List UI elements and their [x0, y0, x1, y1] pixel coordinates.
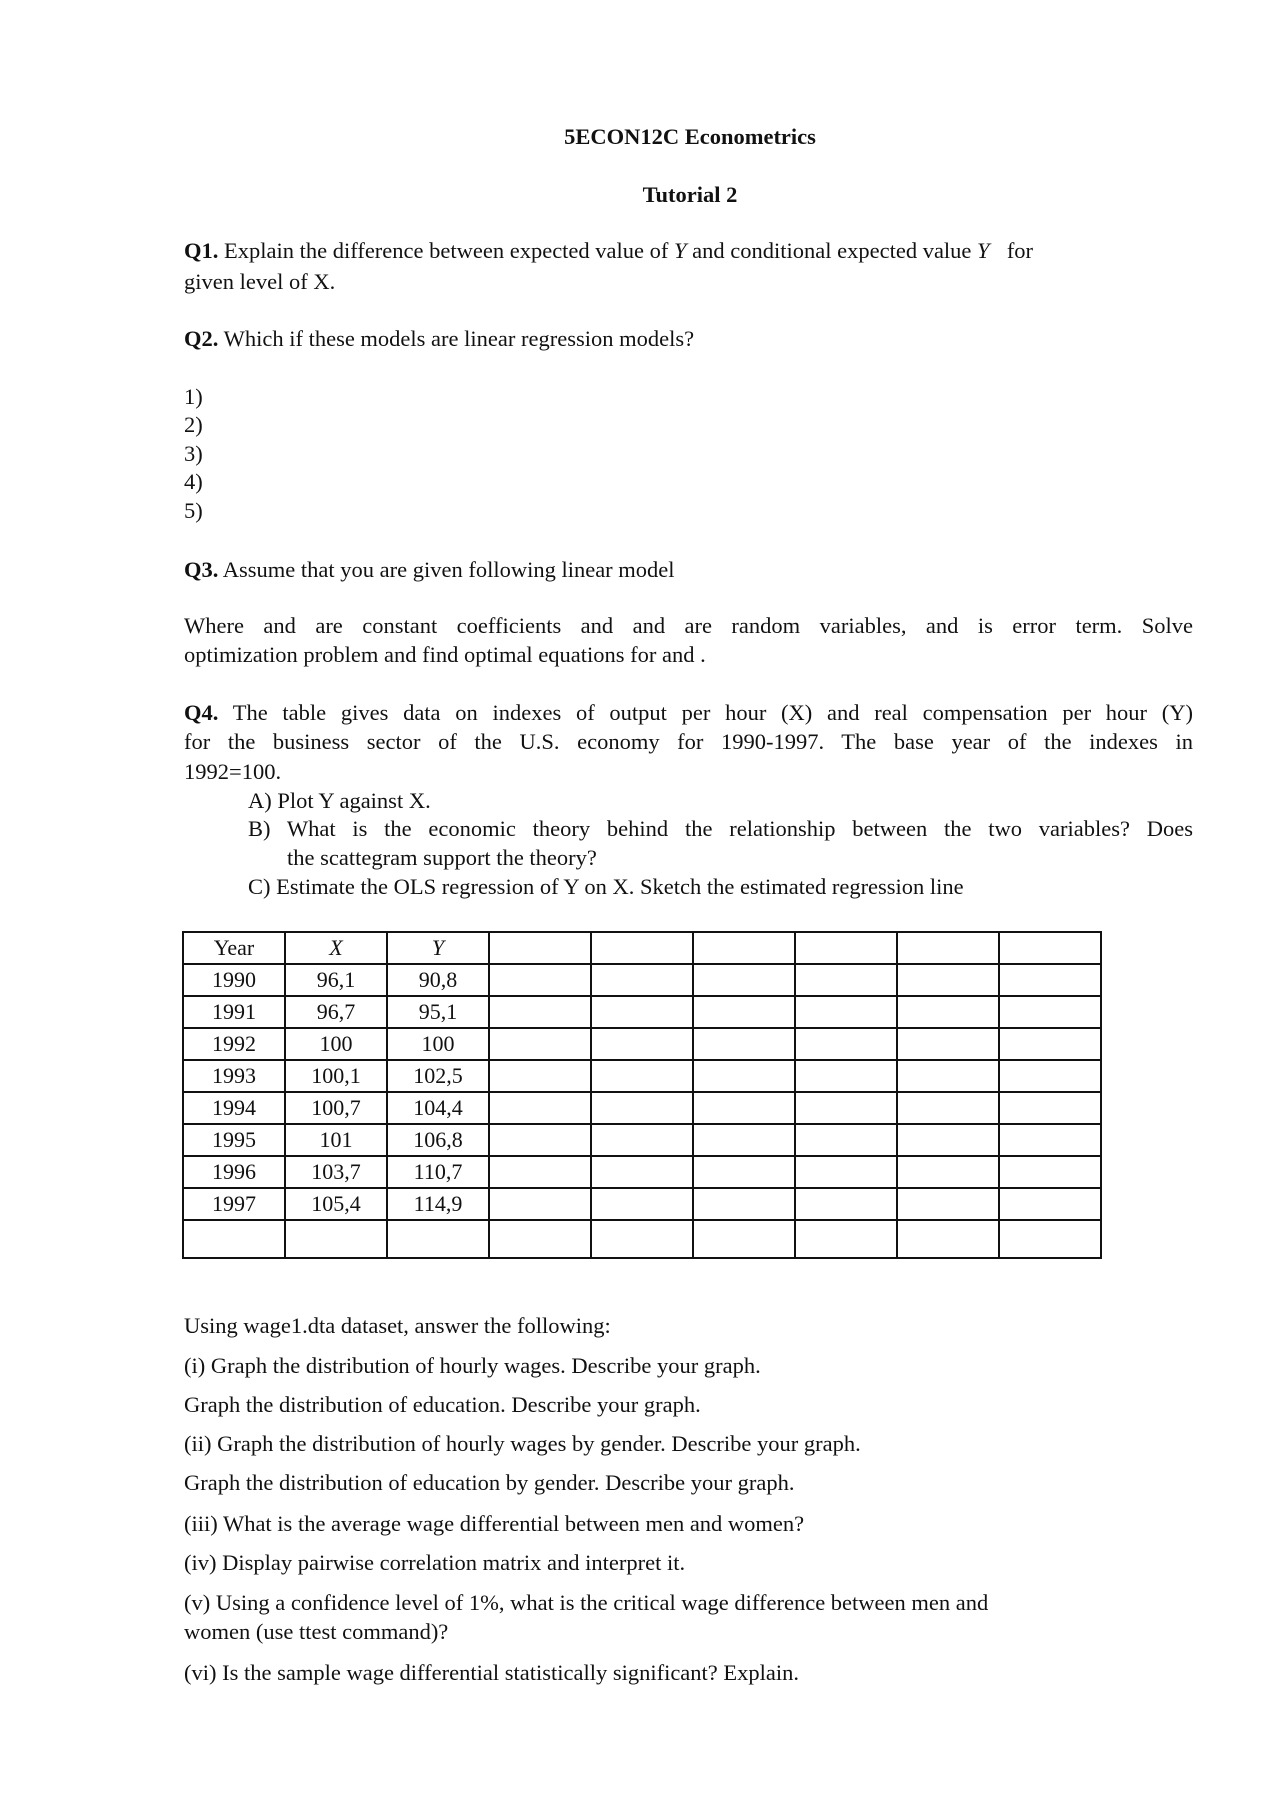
table-row: [183, 964, 1101, 996]
data-table: [182, 931, 1102, 1259]
q2-item: 1): [184, 384, 203, 409]
q4-b1: B) What is the economic theory behind the relationship between the two variables? Does: [248, 816, 1193, 841]
q1-text: Explain the difference between expected value of: [218, 238, 675, 263]
table-cell: 101: [285, 1124, 387, 1156]
q1-line2: given level of X.: [184, 269, 336, 294]
table-cell: [795, 1188, 897, 1220]
table-row: [183, 1060, 1101, 1092]
table-cell: [897, 996, 999, 1028]
q4-c: C) Estimate the OLS regression of Y on X. Sketch the estimated regression line: [248, 874, 964, 899]
wage-vi: (vi) Is the sample wage differential statistically significant? Explain.: [184, 1660, 800, 1685]
table-cell: [795, 932, 897, 964]
q2-item: 3): [184, 441, 203, 466]
wage-i: (i) Graph the distribution of hourly wages. Describe your graph.: [184, 1353, 761, 1378]
table-cell: [489, 996, 591, 1028]
table-cell: 100,1: [285, 1060, 387, 1092]
q2-label: Q2.: [184, 326, 219, 351]
q1-y2: Y: [977, 238, 990, 263]
wage-iv: (iv) Display pairwise correlation matrix and interpret it.: [184, 1550, 686, 1575]
q1-mid: and conditional expected value: [686, 238, 978, 263]
q4-line3: 1992=100.: [184, 759, 282, 784]
table-cell: 105,4: [285, 1188, 387, 1220]
table-cell: 1993: [183, 1060, 285, 1092]
q3-label: Q3.: [184, 557, 219, 582]
table-cell: 96,1: [285, 964, 387, 996]
table-cell: [693, 996, 795, 1028]
table-cell: [591, 964, 693, 996]
table-row: [183, 1156, 1101, 1188]
table-cell: [489, 1028, 591, 1060]
table-cell: [489, 1156, 591, 1188]
table-cell: [999, 1220, 1101, 1258]
q2: [184, 324, 1193, 353]
table-cell: [387, 1220, 489, 1258]
table-cell: [591, 1028, 693, 1060]
table-cell: 96,7: [285, 996, 387, 1028]
table-cell: 106,8: [387, 1124, 489, 1156]
table-cell: [693, 1124, 795, 1156]
q1-y: Y: [674, 238, 687, 263]
table-cell: [795, 964, 897, 996]
q3-line1: Where and are constant coefficients and and are random variables, and is error term. Solve: [184, 613, 1193, 638]
table-cell: [693, 964, 795, 996]
table-cell: [897, 1220, 999, 1258]
table-cell: [591, 996, 693, 1028]
q1-label: Q1.: [184, 238, 219, 263]
table-cell: Y: [387, 932, 489, 964]
course-title: 5ECON12C Econometrics: [564, 124, 816, 149]
q2-item: 4): [184, 469, 203, 494]
table-row: [183, 1124, 1101, 1156]
table-cell: [489, 1188, 591, 1220]
table-cell: Year: [183, 932, 285, 964]
table-cell: 110,7: [387, 1156, 489, 1188]
table-cell: [999, 1156, 1101, 1188]
table-cell: [693, 932, 795, 964]
table-cell: [795, 1220, 897, 1258]
table-cell: 100,7: [285, 1092, 387, 1124]
table-cell: [999, 996, 1101, 1028]
q3-line2: optimization problem and find optimal equations for and .: [184, 642, 706, 667]
table-cell: 114,9: [387, 1188, 489, 1220]
table-row: [183, 1220, 1101, 1258]
table-cell: [489, 964, 591, 996]
table-cell: [897, 964, 999, 996]
tutorial-title: Tutorial 2: [642, 182, 738, 207]
wage-ii: (ii) Graph the distribution of hourly wages by gender. Describe your graph.: [184, 1431, 861, 1456]
q4-line2: for the business sector of the U.S. economy for 1990-1997. The base year of the indexes in: [184, 729, 1193, 754]
table-cell: 100: [285, 1028, 387, 1060]
table-cell: [897, 1028, 999, 1060]
table-cell: 100: [387, 1028, 489, 1060]
q2-text: Which if these models are linear regression models?: [218, 326, 695, 351]
table-row: [183, 996, 1101, 1028]
table-cell: [897, 1124, 999, 1156]
table-cell: [795, 1124, 897, 1156]
table-cell: 1990: [183, 964, 285, 996]
table-cell: [999, 1124, 1101, 1156]
table-header-row: [183, 932, 1101, 964]
wage-v2: women (use ttest command)?: [184, 1619, 449, 1644]
q4-line1: [184, 698, 1193, 727]
table-cell: 1995: [183, 1124, 285, 1156]
table-cell: [489, 1124, 591, 1156]
table-cell: 1991: [183, 996, 285, 1028]
table-cell: 1997: [183, 1188, 285, 1220]
wage-i2: Graph the distribution of education. Describe your graph.: [184, 1392, 701, 1417]
q3: [184, 555, 1193, 584]
table-cell: [795, 1028, 897, 1060]
table-cell: [897, 1156, 999, 1188]
table-cell: X: [285, 932, 387, 964]
q1-line1: [184, 236, 1193, 265]
table-cell: [795, 996, 897, 1028]
table-cell: [999, 1092, 1101, 1124]
table-row: [183, 1188, 1101, 1220]
table-cell: [489, 932, 591, 964]
table-cell: [999, 932, 1101, 964]
table-cell: [591, 1220, 693, 1258]
table-cell: [897, 932, 999, 964]
q4-a: A) Plot Y against X.: [248, 788, 431, 813]
wage-iii: (iii) What is the average wage differential between men and women?: [184, 1511, 805, 1536]
table-cell: [999, 1060, 1101, 1092]
table-cell: 95,1: [387, 996, 489, 1028]
q4-b2: the scattegram support the theory?: [287, 845, 597, 870]
table-cell: [999, 964, 1101, 996]
q4-text: The table gives data on indexes of output per hour (X) and real compensation per hour (Y): [218, 700, 1193, 725]
table-cell: 104,4: [387, 1092, 489, 1124]
wage-v1: (v) Using a confidence level of 1%, what is the critical wage difference between men and: [184, 1590, 989, 1615]
table-cell: [693, 1092, 795, 1124]
q2-item: 2): [184, 412, 203, 437]
table-row: [183, 1092, 1101, 1124]
table-cell: [183, 1220, 285, 1258]
table-cell: [693, 1060, 795, 1092]
q2-item: 5): [184, 498, 203, 523]
table-cell: [999, 1188, 1101, 1220]
table-cell: [591, 932, 693, 964]
q1-end: for: [995, 238, 1034, 263]
table-cell: [693, 1220, 795, 1258]
table-cell: [897, 1092, 999, 1124]
table-cell: [489, 1220, 591, 1258]
table-cell: 1994: [183, 1092, 285, 1124]
table-cell: 90,8: [387, 964, 489, 996]
table-cell: 1996: [183, 1156, 285, 1188]
table-cell: [795, 1092, 897, 1124]
table-cell: [591, 1060, 693, 1092]
table-cell: [897, 1188, 999, 1220]
table-cell: [999, 1028, 1101, 1060]
table-cell: 103,7: [285, 1156, 387, 1188]
table-cell: [693, 1028, 795, 1060]
table-cell: [591, 1156, 693, 1188]
table-cell: [489, 1060, 591, 1092]
table-cell: [693, 1156, 795, 1188]
table-cell: 1992: [183, 1028, 285, 1060]
table-cell: [591, 1092, 693, 1124]
table-cell: [693, 1188, 795, 1220]
table-cell: [897, 1060, 999, 1092]
table-cell: [591, 1188, 693, 1220]
table-cell: [591, 1124, 693, 1156]
q3-text: Assume that you are given following linear model: [218, 557, 675, 582]
table-cell: [285, 1220, 387, 1258]
wage-ii2: Graph the distribution of education by gender. Describe your graph.: [184, 1470, 795, 1495]
table-row: [183, 1028, 1101, 1060]
wage-intro: Using wage1.dta dataset, answer the following:: [184, 1313, 611, 1338]
table-cell: [795, 1060, 897, 1092]
table-cell: [489, 1092, 591, 1124]
table-cell: 102,5: [387, 1060, 489, 1092]
q4-label: Q4.: [184, 700, 219, 725]
table-cell: [795, 1156, 897, 1188]
